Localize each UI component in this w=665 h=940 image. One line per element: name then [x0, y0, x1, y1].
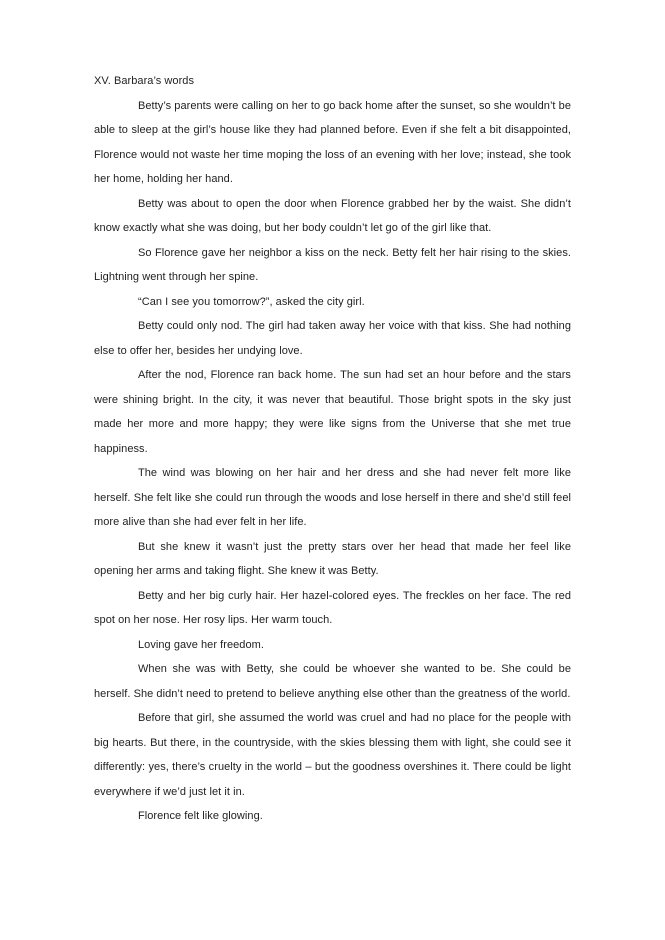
chapter-heading: XV. Barbara’s words: [94, 75, 195, 87]
paragraph: Before that girl, she assumed the world was cruel and had no place for the people with big hearts. But there, in the countryside, with the skies blessing them with light, she could see it differently: yes, there’s cruelty in the world – but the goodness overshines it. There could be light everywhere if we’d just let it in.: [94, 712, 571, 798]
paragraph: “Can I see you tomorrow?”, asked the city girl.: [138, 295, 365, 308]
paragraph: The wind was blowing on her hair and her dress and she had never felt more like herself. She felt like she could run through the woods and lose herself in there and she’d still feel more alive than she had ever felt in her life.: [94, 467, 571, 528]
paragraph: After the nod, Florence ran back home. The sun had set an hour before and the stars were shining bright. In the city, it was never that beautiful. Those bright spots in the sky just made her more and more happy; they were like signs from the Universe that she met true happiness.: [94, 369, 571, 455]
paragraph: Florence felt like glowing.: [138, 810, 263, 822]
paragraph: Loving gave her freedom.: [138, 638, 264, 651]
document-text-block: [94, 69, 571, 829]
paragraph: So Florence gave her neighbor a kiss on the neck. Betty felt her hair rising to the skies. Lightning went through her spine.: [94, 246, 571, 283]
paragraph: Betty’s parents were calling on her to go back home after the sunset, so she wouldn’t be able to sleep at the girl’s house like they had planned before. Even if she felt a bit disappointed, Florence would not waste her time moping the loss of an evening with her love; instead, she took her home, holding her hand.: [94, 99, 571, 185]
paragraph: Betty was about to open the door when Florence grabbed her by the waist. She didn’t know exactly what she was doing, but her body couldn’t let go of the girl like that.: [94, 197, 571, 234]
paragraph: Betty and her big curly hair. Her hazel-colored eyes. The freckles on her face. The red spot on her nose. Her rosy lips. Her warm touch.: [94, 589, 571, 626]
paragraph: But she knew it wasn’t just the pretty stars over her head that made her feel like opening her arms and taking flight. She knew it was Betty.: [94, 540, 571, 577]
paragraph: When she was with Betty, she could be whoever she wanted to be. She could be herself. She didn’t need to pretend to believe anything else other than the greatness of the world.: [94, 663, 571, 700]
paragraph: Betty could only nod. The girl had taken away her voice with that kiss. She had nothing else to offer her, besides her undying love.: [94, 320, 571, 357]
